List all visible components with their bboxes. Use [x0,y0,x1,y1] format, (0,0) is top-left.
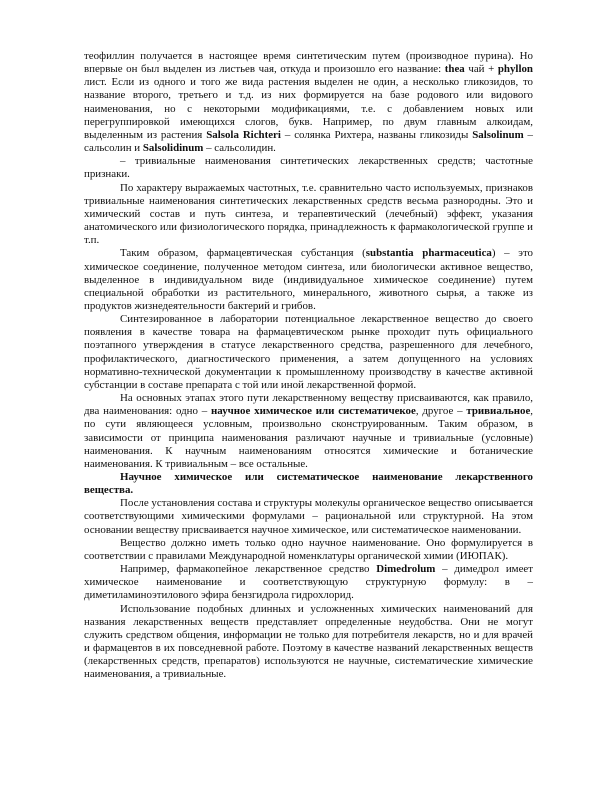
paragraph-two-names [84,392,533,471]
text-run: Синтезированное в лаборатории потенциальное лекарственное вещество до своего появления в качестве товара на фармацевтическом рынке проходит путь официального поэтапного утверждения в статусе лекарственного средства, разрешенного для лечебного, профилактического, диагностического применения, а затем допущенного на условиях нормативно-технической документации к промышленному производству в качестве активной субстанции в составе препарата с той или иной лекарственной формой. [84,313,533,391]
text-run: После установления состава и структуры молекулы органическое вещество описывается соответствующими химическими формулами – рациональной или структурной. На этом основании веществу присваивается научное химическое, или систематическое наименовании. [84,497,533,536]
text-run: Вещество должно иметь только одно научное наименование. Оно формулируется в соответствии с правилами Международной номенклатуры органической химии (ИЮПАК). [84,536,533,562]
paragraph-theophylline [84,50,533,155]
section-heading-scientific-name [84,471,533,497]
paragraph-structure [84,497,533,536]
paragraph-one-name [84,537,533,563]
paragraph-synthesized-substance [84,313,533,392]
paragraph-pharmaceutical-substance [84,247,533,313]
paragraph-trivial-synthetic [84,155,533,181]
bold-term: Научное химическое или систематическое наименование лекарственного вещества. [84,471,533,497]
text-run: – сальсолидин. [203,142,276,155]
text-run: теофиллин получается в настоящее время синтетическим путем (производное пурина). Но впервые он был выделен из листьев чая, откуда и произошло его название: [84,50,533,76]
text-run: По характеру выражаемых частотных, т.е. сравнительно часто используемых, признаков тривиальные наименования синтетических лекарственных средств весьма разнородны. Это и химический состав и путь синтеза, и терапевтический (лечебный) эффект, указания анатомического или физиологического порядка, принадлежность к фармакологической группе и т.п. [84,181,533,247]
text-run: Использование подобных длинных и усложненных химических наименований для названия лекарственных веществ представляет определенные неудобства. Они не могут служить средством общения, информации не только для потребителя лекарств, но и для врачей и фармацевтов в их повседневной работе. Поэтому в качестве названий лекарственных веществ (лекарственных средств, препаратов) используются не научные, систематические химические наименования, а тривиальные. [84,602,533,681]
text-run: – тривиальные наименования синтетических лекарственных средств; частотные признаки. [84,155,533,181]
bold-term: phyllon [497,63,533,76]
bold-term: Salsola Richteri [206,128,281,141]
text-run: На основных этапах этого пути лекарственному веществу присваиваются, как правило, два наименования: одно – [84,392,533,418]
bold-term: thea [444,63,465,76]
bold-term: Salsolidinum [142,142,204,155]
bold-term: Dimedrolum [376,563,436,576]
text-run: – димедрол имеет химическое наименование и соответствующую структурную формулу: в – диметиламиноэтилового эфира бензгидрола гидрохлорид. [84,563,533,602]
body-text [84,50,533,682]
text-run: – солянка Рихтера, названы гликозиды [280,128,473,141]
paragraph-long-names [84,603,533,682]
text-run: Таким образом, фармацевтическая субстанция ( [120,247,366,260]
text-run: , другое – [415,405,467,418]
text-run: лист. Если из одного и того же вида растения выделен не один, а несколько гликозидов, то название второго, третьего и т.д. из них формируется на базе родового или видового наименования, но с некоторыми модификациями, т.е. с добавлением новых или перегруппировкой имеющихся слогов, букв. Например, по двум главным алкоидам, выделенным из растения [84,76,533,141]
text-run: чай + [464,63,498,76]
bold-term: Salsolinum [472,128,524,141]
bold-term: тривиальное [466,405,531,418]
bold-term: научное химическое или систематичекое [211,405,416,418]
text-run: – сальсолин и [84,128,534,155]
bold-term: substantia pharmaceutica [365,247,492,260]
text-run: ) – это химическое соединение, полученное методом синтеза, или биологически активное вещество, выделенное в индивидуальном виде (индивидуальное химическое соединение) путем специальной обработки из растительного, минерального, животного сырья, а также из продуктов жизнедеятельности бактерий и грибов. [84,247,534,312]
text-run: Например, фармакопейное лекарственное средство [120,563,377,576]
text-run: , по сути являющееся условным, произвольно сконструированным. Таким образом, в зависимости от принципа наименования различают научные и тривиальные (условные) наименования. К научным наименованиям относятся химические и ботанические наименования. К тривиальным – все остальные. [84,405,534,470]
paragraph-frequency-features [84,182,533,248]
paragraph-dimedrol-example [84,563,533,602]
